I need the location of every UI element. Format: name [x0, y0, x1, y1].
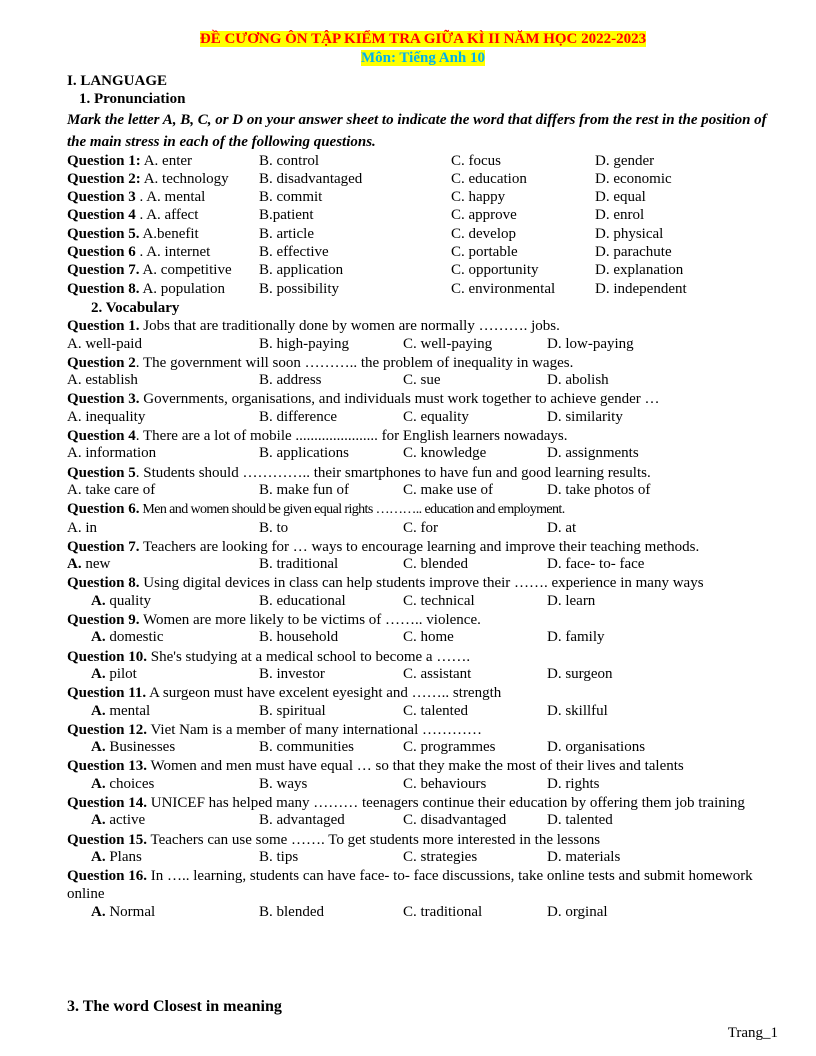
option-c[interactable]: C. disadvantaged — [403, 812, 507, 829]
question-label: Question 12. — [67, 721, 148, 738]
option-d[interactable]: D. materials — [547, 848, 621, 865]
option-b[interactable]: B. address — [259, 372, 322, 389]
option-b[interactable]: B. effective — [259, 244, 329, 261]
answer-options-row — [67, 372, 779, 390]
option-b[interactable]: B. article — [259, 225, 314, 242]
option-c[interactable]: C. blended — [403, 556, 468, 573]
answer-options-row — [67, 336, 779, 354]
option-d[interactable]: D. learn — [547, 592, 596, 609]
pronunciation-instruction: Mark the letter A, B, C, or D on your answer sheet to indicate the word that differs from the rest in the position of the main stress in each of the following questions. — [67, 111, 767, 150]
question-text: . Students should ………….. their smartphones to have fun and good learning results. — [135, 464, 651, 481]
pronunciation-question-list — [67, 153, 779, 299]
option-a[interactable]: A.benefit — [142, 225, 199, 242]
option-b[interactable]: B. educational — [259, 592, 346, 609]
option-a[interactable]: . A. affect — [139, 207, 199, 224]
option-c[interactable]: C. behaviours — [403, 775, 487, 792]
section-language-heading: I. LANGUAGE — [67, 73, 168, 89]
option-a[interactable]: A. well-paid — [67, 335, 142, 352]
option-a[interactable]: A. pilot — [91, 665, 137, 682]
option-c[interactable]: C. opportunity — [451, 262, 539, 279]
vocab-question-stem — [67, 611, 779, 629]
option-d[interactable]: D. gender — [595, 152, 655, 169]
vocab-question-stem — [67, 390, 779, 408]
option-c[interactable]: C. approve — [451, 207, 517, 224]
option-c[interactable]: C. sue — [403, 372, 441, 389]
option-a[interactable]: A. Businesses — [91, 739, 176, 756]
answer-options-row — [67, 703, 779, 721]
option-a[interactable]: . A. internet — [139, 244, 211, 261]
option-d[interactable]: D. assignments — [547, 445, 639, 462]
question-label: Question 7. — [67, 538, 140, 555]
answer-options-row — [67, 739, 779, 757]
option-b[interactable]: B. household — [259, 629, 339, 646]
vocab-question-stem — [67, 574, 779, 592]
vocab-question-stem — [67, 831, 779, 849]
option-d[interactable]: D. rights — [547, 775, 600, 792]
vocab-question-stem — [67, 464, 779, 482]
option-a[interactable]: . A. mental — [139, 189, 206, 206]
option-d[interactable]: D. explanation — [595, 262, 684, 279]
option-c[interactable]: C. for — [403, 519, 438, 536]
question-label: Question 1: — [67, 152, 141, 169]
answer-options-row — [67, 520, 779, 538]
question-text: She's studying at a medical school to become a ……. — [147, 648, 471, 665]
option-c[interactable]: C. programmes — [403, 739, 496, 756]
question-text: Women and men must have equal … so that they make the most of their lives and talents — [147, 758, 684, 775]
option-b[interactable]: B. make fun of — [259, 481, 349, 498]
vocab-question-stem — [67, 867, 779, 904]
question-text: Women are more likely to be victims of …….. violence. — [139, 612, 481, 629]
option-b[interactable]: B. difference — [259, 408, 338, 425]
option-d[interactable]: D. orginal — [547, 903, 608, 920]
question-text: Teachers are looking for … ways to encourage learning and improve their teaching methods. — [139, 538, 700, 555]
option-d[interactable]: D. independent — [595, 280, 687, 297]
question-label: Question 3 — [67, 189, 136, 206]
option-c[interactable]: C. education — [451, 170, 527, 187]
option-d[interactable]: D. equal — [595, 189, 646, 206]
answer-options-row — [67, 776, 779, 794]
option-b[interactable]: B. communities — [259, 739, 354, 756]
question-text: Teachers can use some ……. To get students more interested in the lessons — [147, 831, 601, 848]
vocab-question-stem — [67, 648, 779, 666]
option-a[interactable]: A. technology — [143, 170, 229, 187]
question-text: . The government will soon ……….. the problem of inequality in wages. — [135, 354, 574, 371]
option-d[interactable]: D. organisations — [547, 739, 646, 756]
option-c[interactable]: C. happy — [451, 189, 506, 206]
question-row-start — [67, 153, 192, 170]
option-b[interactable]: B. application — [259, 262, 344, 279]
option-b[interactable]: B. possibility — [259, 280, 340, 297]
answer-options-row — [67, 482, 779, 500]
option-d[interactable]: D. physical — [595, 225, 664, 242]
vocab-question-stem — [67, 684, 779, 702]
option-c[interactable]: C. develop — [451, 225, 516, 242]
option-b[interactable]: B. commit — [259, 189, 323, 206]
option-a[interactable]: A. mental — [91, 702, 151, 719]
option-b[interactable]: B. to — [259, 519, 289, 536]
question-text: Jobs that are traditionally done by women are normally ………. jobs. — [139, 318, 560, 335]
vocab-question-stem — [67, 794, 779, 812]
question-row-start — [67, 262, 232, 279]
pronunciation-question — [67, 189, 779, 207]
option-c[interactable]: C. well-paying — [403, 335, 493, 352]
question-label: Question 16. — [67, 868, 148, 885]
option-c[interactable]: C. talented — [403, 702, 468, 719]
option-a[interactable]: A. competitive — [142, 262, 232, 279]
question-label: Question 8. — [67, 280, 140, 297]
vocab-question-stem — [67, 354, 779, 372]
pronunciation-question — [67, 262, 779, 280]
option-d[interactable]: D. economic — [595, 170, 672, 187]
vocab-question-stem — [67, 500, 779, 519]
option-d[interactable]: D. similarity — [547, 408, 623, 425]
pronunciation-question — [67, 207, 779, 225]
question-label: Question 15. — [67, 831, 148, 848]
option-a[interactable]: A. Plans — [91, 848, 142, 865]
option-b[interactable]: B.patient — [259, 207, 314, 224]
option-d[interactable]: D. parachute — [595, 244, 672, 261]
question-text: Using digital devices in class can help students improve their ……. experience in many ways — [139, 575, 704, 592]
option-b[interactable]: B. tips — [259, 848, 299, 865]
question-label: Question 1. — [67, 318, 140, 335]
answer-options-row — [67, 409, 779, 427]
option-a[interactable]: A. information — [67, 445, 157, 462]
option-b[interactable]: B. control — [259, 152, 319, 169]
option-d[interactable]: D. skillful — [547, 702, 608, 719]
answer-options-row — [67, 849, 779, 867]
pronunciation-question — [67, 226, 779, 244]
option-a[interactable]: A. domestic — [91, 629, 164, 646]
option-c[interactable]: C. focus — [451, 152, 501, 169]
option-d[interactable]: D. take photos of — [547, 481, 651, 498]
option-b[interactable]: B. ways — [259, 775, 308, 792]
option-b[interactable]: B. advantaged — [259, 812, 345, 829]
question-row-start — [67, 171, 229, 188]
option-a[interactable]: A. enter — [143, 152, 193, 169]
vocab-question-stem — [67, 538, 779, 556]
option-d[interactable]: D. face- to- face — [547, 556, 645, 573]
question-label: Question 11. — [67, 685, 147, 702]
question-text: Viet Nam is a member of many international ………… — [147, 721, 483, 738]
question-text: Men and women should be given equal rights ……….. education and employment. — [139, 502, 565, 518]
answer-options-row — [67, 904, 779, 922]
header — [67, 30, 779, 68]
option-c[interactable]: C. portable — [451, 244, 518, 261]
answer-options-row — [67, 556, 779, 574]
option-a[interactable]: A. inequality — [67, 408, 146, 425]
option-a[interactable]: A. in — [67, 519, 97, 536]
option-a[interactable]: A. take care of — [67, 481, 156, 498]
vocab-question-stem — [67, 427, 779, 445]
vocab-question-stem — [67, 757, 779, 775]
question-label: Question 9. — [67, 612, 140, 629]
option-d[interactable]: D. family — [547, 629, 605, 646]
question-label: Question 4 — [67, 207, 136, 224]
pronunciation-question — [67, 171, 779, 189]
question-label: Question 3. — [67, 391, 140, 408]
option-a[interactable]: A. Normal — [91, 903, 156, 920]
question-text: A surgeon must have excelent eyesight and …….. strength — [146, 685, 502, 702]
question-row-start — [67, 281, 225, 298]
option-b[interactable]: B. disadvantaged — [259, 170, 363, 187]
question-label: Question 5 — [67, 464, 136, 481]
question-text: UNICEF has helped many ……… teenagers continue their education by offering them job training — [147, 794, 745, 811]
vocabulary-heading: 2. Vocabulary — [91, 299, 180, 316]
option-c[interactable]: C. equality — [403, 408, 469, 425]
vocabulary-question-list — [67, 317, 779, 922]
option-d[interactable]: D. at — [547, 519, 577, 536]
option-a[interactable]: A. establish — [67, 372, 138, 389]
question-label: Question 4 — [67, 428, 136, 445]
option-a[interactable]: A. new — [67, 556, 111, 573]
question-row-start — [67, 244, 210, 261]
option-d[interactable]: D. low-paying — [547, 335, 634, 352]
question-row-start — [67, 207, 198, 224]
answer-options-row — [67, 666, 779, 684]
question-label: Question 6. — [67, 501, 140, 518]
answer-options-row — [67, 812, 779, 830]
question-label: Question 6 — [67, 244, 136, 261]
pronunciation-question — [67, 281, 779, 299]
question-label: Question 10. — [67, 648, 148, 665]
question-label: Question 5. — [67, 225, 140, 242]
option-b[interactable]: B. blended — [259, 903, 324, 920]
option-b[interactable]: B. high-paying — [259, 335, 349, 352]
option-a[interactable]: A. active — [91, 812, 146, 829]
option-a[interactable]: A. quality — [91, 592, 152, 609]
option-c[interactable]: C. traditional — [403, 903, 483, 920]
option-d[interactable]: D. surgeon — [547, 665, 613, 682]
section-closest-meaning-heading: 3. The word Closest in meaning — [67, 998, 282, 1015]
question-text: . There are a lot of mobile ...................... for English learners nowadays. — [135, 428, 568, 445]
pronunciation-question — [67, 153, 779, 171]
document-subtitle: Môn: Tiếng Anh 10 — [360, 50, 486, 66]
page-number: Trang_1 — [727, 1025, 778, 1041]
option-b[interactable]: B. spiritual — [259, 702, 326, 719]
option-b[interactable]: B. applications — [259, 445, 349, 462]
question-label: Question 8. — [67, 575, 140, 592]
pronunciation-question — [67, 244, 779, 262]
answer-options-row — [67, 593, 779, 611]
document-page — [67, 30, 779, 1015]
option-c[interactable]: C. knowledge — [403, 445, 487, 462]
option-c[interactable]: C. make use of — [403, 481, 493, 498]
option-c[interactable]: C. environmental — [451, 280, 556, 297]
option-c[interactable]: C. strategies — [403, 848, 478, 865]
option-b[interactable]: B. traditional — [259, 556, 339, 573]
option-a[interactable]: A. choices — [91, 775, 155, 792]
answer-options-row — [67, 445, 779, 463]
question-label: Question 13. — [67, 758, 148, 775]
vocab-question-stem — [67, 317, 779, 335]
question-label: Question 14. — [67, 794, 148, 811]
option-a[interactable]: A. population — [142, 280, 225, 297]
question-label: Question 2: — [67, 170, 141, 187]
question-row-start — [67, 189, 205, 206]
option-c[interactable]: C. assistant — [403, 665, 472, 682]
option-b[interactable]: B. investor — [259, 665, 325, 682]
question-row-start — [67, 226, 199, 243]
option-d[interactable]: D. abolish — [547, 372, 609, 389]
question-label: Question 7. — [67, 262, 140, 279]
question-label: Question 2 — [67, 354, 136, 371]
question-text: In ….. learning, students can have face- to- face discussions, take online tests and submit homework online — [67, 868, 753, 903]
option-d[interactable]: D. talented — [547, 812, 613, 829]
option-c[interactable]: C. home — [403, 629, 454, 646]
question-text: Governments, organisations, and individuals must work together to achieve gender … — [139, 391, 660, 408]
pronunciation-heading: 1. Pronunciation — [79, 91, 186, 108]
vocab-question-stem — [67, 721, 779, 739]
option-d[interactable]: D. enrol — [595, 207, 645, 224]
answer-options-row — [67, 629, 779, 647]
document-title: ĐỀ CƯƠNG ÔN TẬP KIỂM TRA GIỮA KÌ II NĂM HỌC 2022-2023 — [199, 31, 647, 47]
option-c[interactable]: C. technical — [403, 592, 475, 609]
